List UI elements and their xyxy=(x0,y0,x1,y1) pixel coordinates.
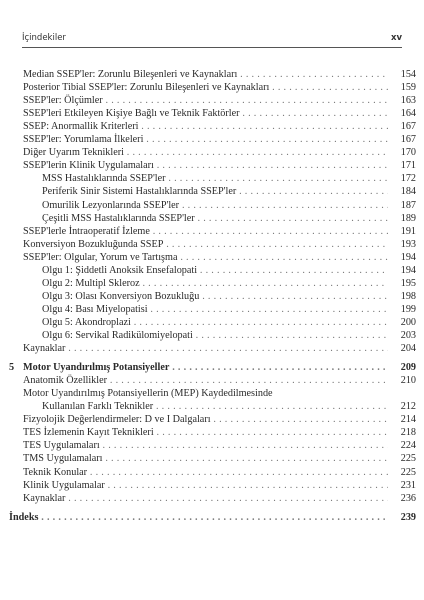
toc-entry-page: 154 xyxy=(400,69,416,80)
toc-entry xyxy=(0,107,424,120)
toc-entry-title: Anatomik Özellikler . . . xyxy=(23,374,388,387)
toc-entry-title: Olgu 4: Bası Miyelopatisi . . . xyxy=(42,303,388,316)
toc-entry xyxy=(0,277,424,290)
toc-entry-page: 193 xyxy=(400,238,416,250)
toc-entry xyxy=(0,146,424,159)
toc-entry-page: 187 xyxy=(400,199,416,211)
toc-entry xyxy=(0,68,424,81)
toc-entry-page: 218 xyxy=(400,427,416,439)
toc-entry xyxy=(0,172,424,185)
toc-entry-page: 199 xyxy=(400,303,416,315)
toc-entry-page: 170 xyxy=(400,147,416,159)
toc-entry xyxy=(0,264,424,277)
toc-entry-title: SSEP'ler: Olgular, Yorum ve Tartışma . . . xyxy=(23,251,388,264)
toc-entry-page: 239 xyxy=(400,511,416,523)
toc-entry-page: 172 xyxy=(400,173,416,185)
toc-entry-title: SSEP'lerin Klinik Uygulamaları . . . xyxy=(23,159,388,172)
toc-entry-title: SSEP'leri Etkileyen Kişiye Bağlı ve Teknik Faktörler . . . xyxy=(23,107,388,120)
toc-entry xyxy=(0,413,424,426)
toc-entry xyxy=(0,120,424,133)
toc-entry xyxy=(0,466,424,479)
header-page-number: xv xyxy=(390,33,402,43)
toc-entry xyxy=(0,185,424,198)
toc-entry-page: 189 xyxy=(400,212,416,224)
toc-entry xyxy=(0,133,424,146)
chapter-number: 5 xyxy=(9,362,15,374)
toc-entry xyxy=(0,329,424,342)
toc-entry xyxy=(0,452,424,465)
toc-entry xyxy=(0,511,424,524)
toc-entry-page: 164 xyxy=(400,108,416,120)
running-header xyxy=(22,33,402,47)
toc-entry-title: Median SSEP'ler: Zorunlu Bileşenleri ve Kaynakları . . . xyxy=(23,68,388,81)
toc-entry-title: Motor Uyandırılmış Potansiyeller . . . xyxy=(23,361,388,374)
toc-entry-page: 194 xyxy=(400,264,416,276)
toc-entry-title: Kaynaklar . . . xyxy=(23,342,388,355)
toc-entry-title: Diğer Uyarım Teknikleri . . . xyxy=(23,146,388,159)
toc-entry-title: Klinik Uygulamalar . . . xyxy=(23,479,388,492)
toc-entry-page: 163 xyxy=(400,95,416,107)
toc-entry-page: 212 xyxy=(400,401,416,413)
toc-entry-page: 167 xyxy=(400,121,416,133)
toc-entry-title: Posterior Tibial SSEP'ler: Zorunlu Bileşenleri ve Kaynakları . . . xyxy=(23,81,388,94)
toc-entry-page: 203 xyxy=(400,330,416,341)
toc-entry xyxy=(0,342,424,355)
toc-entry-page: 225 xyxy=(400,466,416,478)
toc-entry-title: Omurilik Lezyonlarında SSEP'ler . . . xyxy=(42,199,388,212)
toc-entry xyxy=(0,238,424,251)
toc-entry-page: 200 xyxy=(400,316,416,328)
toc-entry-page: 167 xyxy=(400,134,416,146)
toc-entry-page: 224 xyxy=(400,440,416,452)
toc-entry xyxy=(0,316,424,329)
toc-entry-title: Olgu 6: Servikal Radikülomiyelopati . . . xyxy=(42,329,388,342)
toc-entry-page: 195 xyxy=(400,277,416,289)
toc-entry-title: SSEP: Anormallik Kriterleri . . . xyxy=(23,120,388,133)
toc-entry-title: Çeşitli MSS Hastalıklarında SSEP'ler . . . xyxy=(42,212,388,225)
toc-entry-page: 231 xyxy=(400,479,416,491)
toc-entry-title: Kaynaklar . . . xyxy=(23,492,388,505)
toc-entry-page: 214 xyxy=(400,414,416,426)
toc-entry xyxy=(0,290,424,303)
toc-entry-title: Motor Uyandırılmış Potansiyellerin (MEP) Kaydedilmesinde xyxy=(23,388,273,400)
toc-entry xyxy=(0,400,424,413)
toc-entry-title: Periferik Sinir Sistemi Hastalıklarında SSEP'ler . . . xyxy=(42,185,388,198)
toc-entry-page: 204 xyxy=(400,343,416,355)
toc-entry-title: Teknik Konular . . . xyxy=(23,466,388,479)
toc-entry-page: 198 xyxy=(400,290,416,302)
toc-entry xyxy=(0,426,424,439)
toc-entry-page: 225 xyxy=(400,453,416,465)
toc-entry-page: 184 xyxy=(400,186,416,198)
toc-entry xyxy=(0,81,424,94)
toc-entry-page: 159 xyxy=(400,82,416,94)
toc-entry-title: SSEP'ler: Yorumlama İlkeleri . . . xyxy=(23,133,388,146)
toc-entry-title: TES Uygulamaları . . . xyxy=(23,439,388,452)
toc-entry xyxy=(0,94,424,107)
toc-entry xyxy=(0,374,424,387)
toc-entry xyxy=(0,387,424,400)
toc-entry xyxy=(0,479,424,492)
toc-entry-page: 236 xyxy=(400,492,416,504)
toc-entry-title: Olgu 2: Multipl Skleroz . . . xyxy=(42,277,388,290)
toc-entry xyxy=(0,492,424,505)
toc-entry-title: TMS Uygulamaları . . . xyxy=(23,452,388,465)
toc-entry-title: Olgu 3: Olası Konversiyon Bozukluğu . . . xyxy=(42,290,388,303)
header-rule xyxy=(22,47,402,48)
toc-entry-title: Olgu 1: Şiddetli Anoksik Ensefalopati . . . xyxy=(42,264,388,277)
toc-entry-title: Konversiyon Bozukluğunda SSEP . . . xyxy=(23,238,388,251)
toc-entry xyxy=(0,159,424,172)
toc-entry-title: Kullanılan Farklı Teknikler . . . xyxy=(42,400,388,413)
toc-entry-page: 191 xyxy=(400,225,416,237)
header-section-title: İçindekiler xyxy=(22,33,66,43)
toc-entry xyxy=(0,439,424,452)
toc-entry-title: İndeks . . . xyxy=(9,511,388,524)
toc-entry-page: 209 xyxy=(400,362,416,374)
toc-entry xyxy=(0,361,424,374)
toc-entry-title: Olgu 5: Akondroplazi . . . xyxy=(42,316,388,329)
toc-entry-title: Fizyolojik Değerlendirmeler: D ve I Dalgaları . . . xyxy=(23,413,388,426)
toc-entry-title: TES İzlemenin Kayıt Teknikleri . . . xyxy=(23,426,388,439)
toc-entry-title: SSEP'lerle İntraoperatif İzleme . . . xyxy=(23,225,388,238)
toc-entry xyxy=(0,199,424,212)
toc-entry-page: 210 xyxy=(400,375,416,387)
toc-entry xyxy=(0,225,424,238)
toc-entry xyxy=(0,251,424,264)
toc-entry xyxy=(0,212,424,225)
toc-entry-title: SSEP'ler: Ölçümler . . . xyxy=(23,94,388,107)
toc-entry-page: 171 xyxy=(400,160,416,172)
toc-entry-page: 194 xyxy=(400,251,416,263)
toc-entry xyxy=(0,303,424,316)
toc-entry-title: MSS Hastalıklarında SSEP'ler . . . xyxy=(42,172,388,185)
